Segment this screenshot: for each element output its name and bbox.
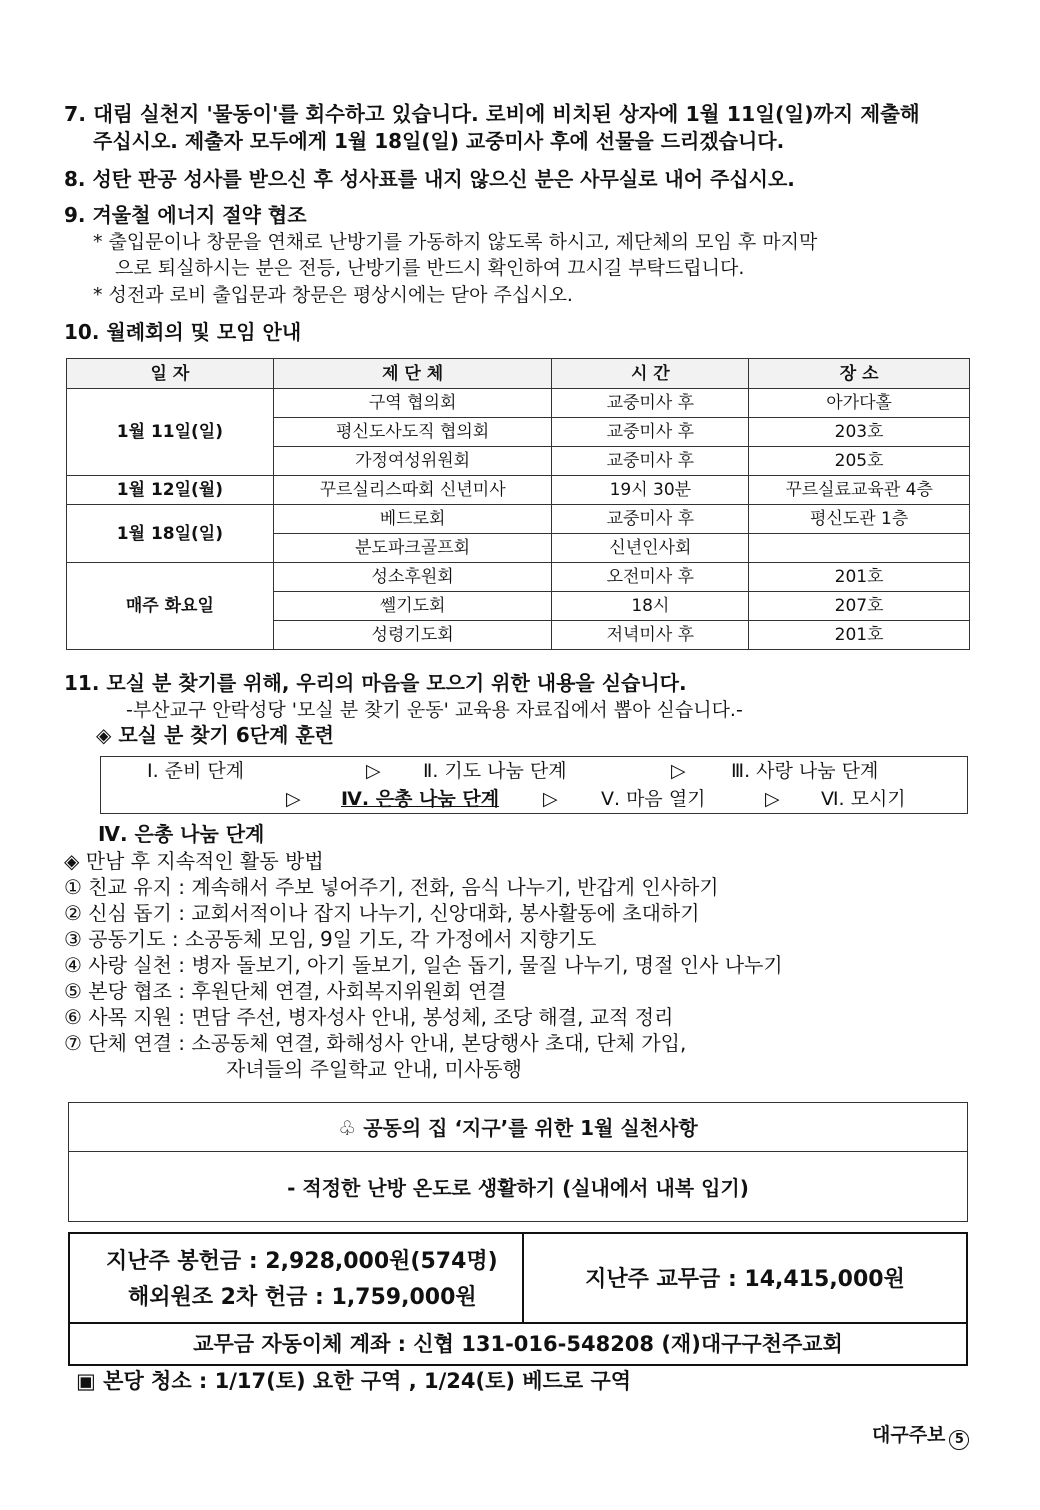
overseas-aid-offering: 해외원조 2차 헌금 : 1,759,000원 (128, 1285, 477, 1310)
item-10-title: 10. 월례회의 및 모임 안내 (64, 320, 302, 344)
item-9-bullet-1-line-2: 으로 퇴실하시는 분은 전등, 난방기를 반드시 확인하여 끄시길 부탁드립니다. (115, 257, 745, 279)
time-cell: 저녁미사 후 (552, 621, 749, 650)
arrow-icon: ▷ (366, 760, 381, 782)
arrow-icon: ▷ (765, 788, 780, 810)
time-cell: 교중미사 후 (552, 389, 749, 418)
time-cell: 교중미사 후 (552, 447, 749, 476)
place-cell: 207호 (749, 592, 970, 621)
offering-box (68, 1232, 968, 1366)
monthly-practice-box (68, 1102, 968, 1222)
time-cell: 교중미사 후 (552, 418, 749, 447)
auto-transfer-account: 교무금 자동이체 계좌 : 신협 131-016-548208 (재)대구구천주교회 (193, 1332, 843, 1356)
date-cell: 1월 18일(일) (67, 505, 274, 563)
group-cell: 성소후원회 (273, 563, 552, 592)
table-row (67, 389, 970, 418)
group-cell: 평신도사도직 협의회 (273, 418, 552, 447)
group-cell: 분도파크골프회 (273, 534, 552, 563)
place-cell: 꾸르실료교육관 4층 (749, 476, 970, 505)
table-row (67, 476, 970, 505)
header-place: 장 소 (749, 359, 970, 389)
stage-title: Ⅳ. 은총 나눔 단계 (98, 822, 265, 846)
method-item: ② 신심 돕기 : 교회서적이나 잡지 나누기, 신앙대화, 봉사활동에 초대하기 (64, 901, 700, 925)
place-cell: 201호 (749, 621, 970, 650)
group-cell: 꾸르실리스따회 신년미사 (273, 476, 552, 505)
last-week-offering: 지난주 봉헌금 : 2,928,000원(574명) (106, 1249, 498, 1274)
bulletin-label: 대구주보 (872, 1424, 946, 1446)
header-group: 제 단 체 (273, 359, 552, 389)
date-cell: 1월 11일(일) (67, 389, 274, 476)
step-6: Ⅵ. 모시기 (821, 788, 906, 810)
page-number (872, 1420, 969, 1450)
date-cell: 1월 12일(월) (67, 476, 274, 505)
step-4-current: Ⅳ. 은총 나눔 단계 (341, 788, 500, 810)
table-row (67, 505, 970, 534)
item-11-title: 11. 모실 분 찾기를 위해, 우리의 마음을 모으기 위한 내용을 싣습니다. (64, 671, 687, 695)
group-cell: 성령기도회 (273, 621, 552, 650)
group-cell: 구역 협의회 (273, 389, 552, 418)
practice-title: ♧ 공동의 집 ‘지구’를 위한 1월 실천사항 (69, 1103, 967, 1152)
method-item: ⑤ 본당 협조 : 후원단체 연결, 사회복지위원회 연결 (64, 979, 507, 1003)
date-cell: 매주 화요일 (67, 563, 274, 650)
offering-left-cell (70, 1234, 524, 1324)
meeting-schedule-table (66, 358, 970, 650)
step-1: Ⅰ. 준비 단계 (147, 760, 245, 782)
group-cell: 쎌기도회 (273, 592, 552, 621)
arrow-icon: ▷ (671, 760, 686, 782)
page-number-badge: 5 (949, 1430, 969, 1450)
six-step-box (100, 756, 968, 814)
method-item: ⑥ 사목 지원 : 면담 주선, 병자성사 안내, 봉성체, 조당 해결, 교적 정리 (64, 1005, 674, 1029)
time-cell: 18시 (552, 592, 749, 621)
place-cell: 205호 (749, 447, 970, 476)
method-item: ④ 사랑 실천 : 병자 돌보기, 아기 돌보기, 일손 돕기, 물질 나누기, 명절 인사 나누기 (64, 953, 783, 977)
place-cell: 201호 (749, 563, 970, 592)
time-cell: 오전미사 후 (552, 563, 749, 592)
method-item: ③ 공동기도 : 소공동체 모임, 9일 기도, 각 가정에서 지향기도 (64, 927, 597, 951)
method-item: ⑦ 단체 연결 : 소공동체 연결, 화해성사 안내, 본당행사 초대, 단체 가입, (64, 1031, 687, 1055)
place-cell: 아가다홀 (749, 389, 970, 418)
group-cell: 베드로회 (273, 505, 552, 534)
time-cell: 19시 30분 (552, 476, 749, 505)
offering-right-cell (524, 1234, 966, 1324)
place-cell (749, 534, 970, 563)
church-cleaning: ▣ 본당 청소 : 1/17(토) 요한 구역 , 1/24(토) 베드로 구역 (76, 1369, 632, 1393)
item-9-bullet-1-line-1: * 출입문이나 창문을 연채로 난방기를 가동하지 않도록 하시고, 제단체의 모임 후 마지막 (93, 231, 818, 253)
item-9-bullet-2: * 성전과 로비 출입문과 창문은 평상시에는 닫아 주십시오. (93, 284, 573, 306)
item-7-line-2: 주십시오. 제출자 모두에게 1월 18일(일) 교중미사 후에 선물을 드리겠습니다. (93, 129, 785, 153)
item-11-subtitle: ◈ 모실 분 찾기 6단계 훈련 (96, 723, 334, 747)
diocese-fee: 지난주 교무금 : 14,415,000원 (585, 1267, 905, 1292)
place-cell: 203호 (749, 418, 970, 447)
method-item-continued: 자녀들의 주일학교 안내, 미사동행 (226, 1057, 522, 1081)
method-title: ◈ 만남 후 지속적인 활동 방법 (64, 849, 324, 873)
item-8: 8. 성탄 판공 성사를 받으신 후 성사표를 내지 않으신 분은 사무실로 내어 주십시오. (64, 167, 795, 191)
time-cell: 신년인사회 (552, 534, 749, 563)
practice-body: - 적정한 난방 온도로 생활하기 (실내에서 내복 입기) (287, 1176, 749, 1200)
item-9-title: 9. 겨울철 에너지 절약 협조 (64, 203, 307, 227)
header-time: 시 간 (552, 359, 749, 389)
step-5: Ⅴ. 마음 열기 (601, 788, 706, 810)
place-cell: 평신도관 1층 (749, 505, 970, 534)
arrow-icon: ▷ (286, 788, 301, 810)
table-row (67, 563, 970, 592)
group-cell: 가정여성위원회 (273, 447, 552, 476)
step-3: Ⅲ. 사랑 나눔 단계 (731, 760, 879, 782)
step-2: Ⅱ. 기도 나눔 단계 (423, 760, 567, 782)
table-header-row (67, 359, 970, 389)
method-item: ① 친교 유지 : 계속해서 주보 넣어주기, 전화, 음식 나누기, 반갑게 인사하기 (64, 875, 719, 899)
header-date: 일 자 (67, 359, 274, 389)
item-11-source: -부산교구 안락성당 '모실 분 찾기 운동' 교육용 자료집에서 뽑아 싣습니다.- (126, 699, 743, 721)
arrow-icon: ▷ (543, 788, 558, 810)
time-cell: 교중미사 후 (552, 505, 749, 534)
item-7-line-1: 7. 대림 실천지 '물동이'를 회수하고 있습니다. 로비에 비치된 상자에 1월 11일(일)까지 제출해 (64, 102, 920, 126)
